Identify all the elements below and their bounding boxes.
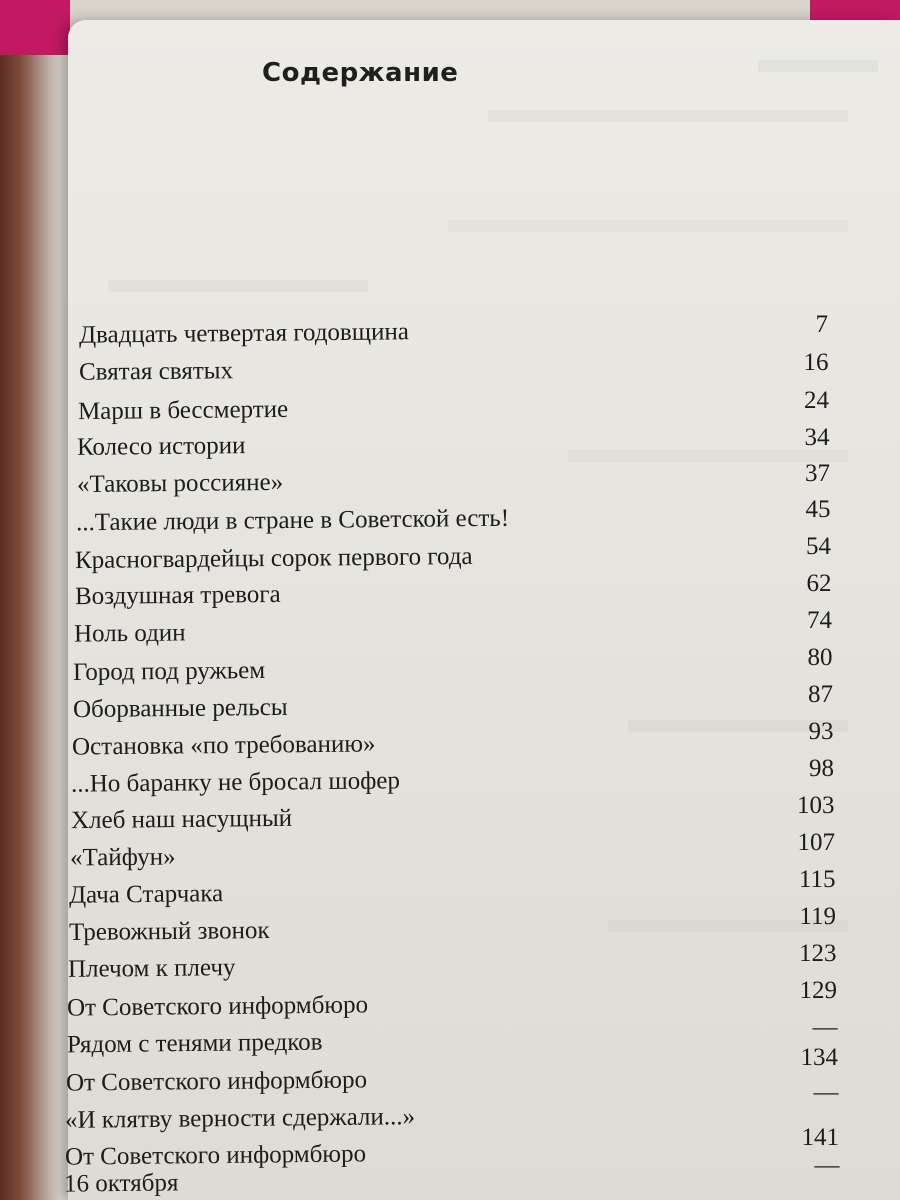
- toc-entry-title: Красногвардейцы сорок первого года: [75, 542, 474, 575]
- toc-entry-page-number: 103: [797, 792, 835, 819]
- toc-entry-title: Город под ружьем: [73, 656, 266, 687]
- toc-entry-page-number: 45: [805, 496, 831, 523]
- toc-entry-page-number: 98: [809, 755, 834, 782]
- toc-entry-title: Марш в бессмертие: [77, 395, 289, 426]
- toc-entry-title: Святая святых: [78, 357, 233, 386]
- toc-entry-page-number: 16: [803, 349, 829, 376]
- toc-entry-page-number: 87: [808, 681, 833, 708]
- toc-entry-page-number: 54: [806, 533, 831, 560]
- toc-entry-page-number: 74: [807, 607, 832, 634]
- toc-entry-page-number: 119: [799, 903, 836, 930]
- toc-entry-page-number: 37: [805, 460, 830, 487]
- toc-entry-title: Воздушная тревога: [74, 580, 281, 611]
- toc-entry-page-number: 129: [799, 977, 837, 1004]
- toc-entry-title: Дача Старчака: [69, 880, 224, 909]
- toc-entry-page-number: 7: [815, 311, 828, 338]
- toc-entry-page-number: 93: [808, 718, 834, 745]
- page-title: Содержание: [262, 58, 459, 88]
- toc-entry-title: Тревожный звонок: [68, 916, 270, 947]
- toc-entry-page-number: 62: [806, 570, 832, 597]
- toc-entry-page-number: 80: [807, 644, 833, 671]
- toc-entry-title: ...Но баранку не бросал шофер: [71, 767, 401, 798]
- toc-entry-title: «И клятву верности сдержали...»: [65, 1103, 416, 1134]
- toc-entry-title: Оборванные рельсы: [72, 693, 288, 724]
- toc-entry-title: «Тайфун»: [69, 843, 176, 872]
- toc-entry-title: Колесо истории: [77, 432, 246, 461]
- toc-entry-title: «Таковы россияне»: [76, 468, 283, 499]
- toc-entry-title: От Советского информбюро: [64, 1140, 366, 1171]
- toc-entry-page-number: 115: [798, 866, 836, 893]
- toc-entry-title: Плечом к плечу: [67, 954, 236, 983]
- toc-entry-title: Ноль один: [73, 619, 186, 648]
- toc-entry-page-number: 141: [801, 1124, 839, 1151]
- toc-entry-page-number: 24: [804, 387, 829, 414]
- toc-entry-page-number: —: [812, 1014, 838, 1041]
- toc-entry-title: Остановка «по требованию»: [71, 730, 376, 761]
- toc-entry-page-number: —: [813, 1079, 839, 1106]
- toc-entry-page-number: —: [814, 1152, 840, 1179]
- toc-entry-title: Рядом с тенями предков: [66, 1028, 323, 1059]
- toc-entry-page-number: 34: [804, 424, 830, 451]
- toc-entry-title: ...Такие люди в стране в Советской есть!: [75, 504, 510, 537]
- toc-entry-title: 16 октября: [63, 1169, 179, 1198]
- toc-entry-title: От Советского информбюро: [67, 991, 369, 1022]
- toc-entry-title: От Советского информбюро: [65, 1066, 368, 1097]
- toc-entry-page-number: 123: [799, 940, 837, 967]
- toc-entry-page-number: 134: [800, 1044, 838, 1071]
- toc-entry-title: Хлеб наш насущный: [70, 804, 292, 835]
- toc-entry-page-number: 107: [797, 829, 835, 856]
- toc-entry-title: Двадцать четвертая годовщина: [79, 318, 410, 349]
